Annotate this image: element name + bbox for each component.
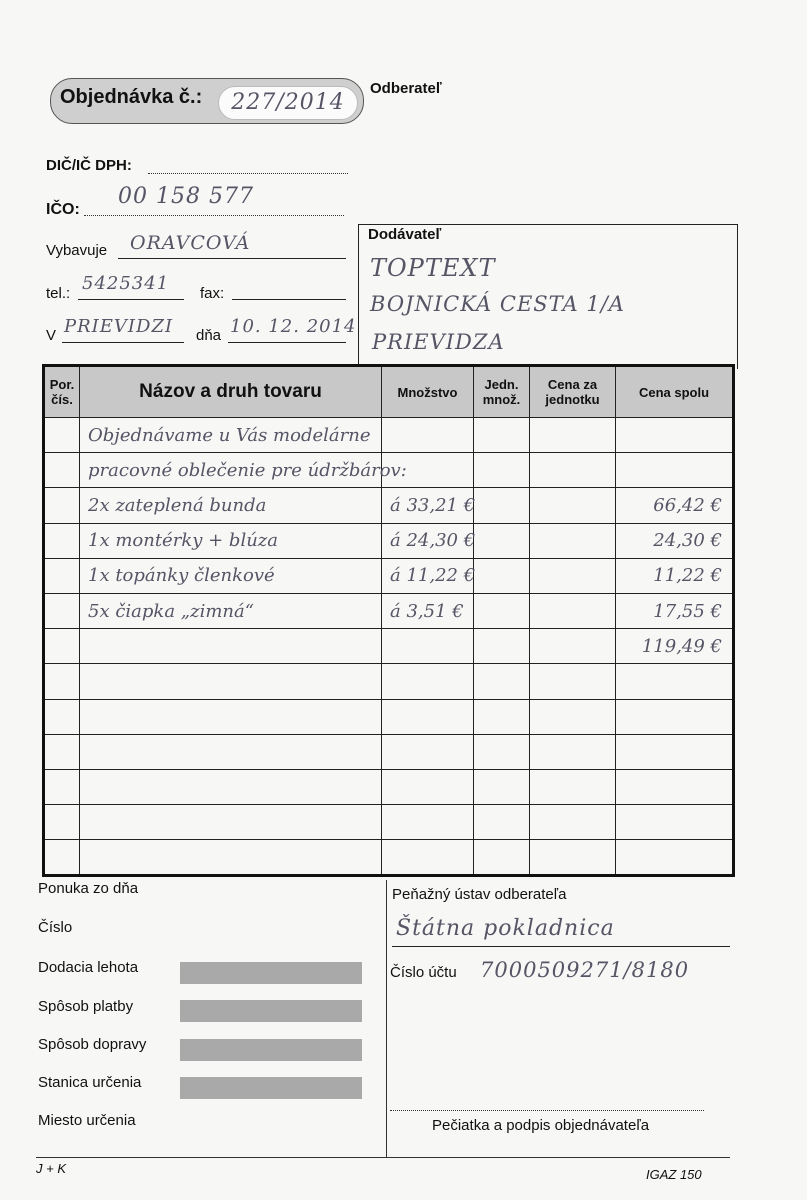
item-qty-cell[interactable] <box>382 699 474 734</box>
order-number-field[interactable]: 227/2014 <box>218 86 358 120</box>
bank-label: Peňažný ústav odberateľa <box>392 886 567 903</box>
col-header-unit: Jedn. množ. <box>474 366 530 418</box>
signature-line[interactable] <box>390 1096 704 1111</box>
col-header-unit-price: Cena za jednotku <box>530 366 616 418</box>
item-total-cell[interactable] <box>616 453 734 488</box>
supplier-city: PRIEVIDZA <box>372 330 505 354</box>
item-qty-cell[interactable]: á 11,22 € <box>382 558 474 593</box>
item-total-cell[interactable]: 119,49 € <box>616 629 734 664</box>
item-qty-cell[interactable] <box>382 840 474 876</box>
row-number-cell[interactable] <box>44 488 80 523</box>
date-label: dňa <box>196 327 222 344</box>
item-total-cell[interactable]: 11,22 € <box>616 558 734 593</box>
signature-label: Pečiatka a podpis objednávateľa <box>432 1117 650 1134</box>
item-unit-cell[interactable] <box>474 488 530 523</box>
bottom-divider <box>386 880 387 1158</box>
row-number-cell[interactable] <box>44 805 80 840</box>
table-row <box>44 840 734 876</box>
item-unit-price-cell[interactable] <box>530 453 616 488</box>
item-unit-price-cell[interactable] <box>530 558 616 593</box>
dic-field[interactable] <box>148 157 348 174</box>
table-row <box>44 769 734 804</box>
table-row <box>44 523 734 558</box>
item-total-cell[interactable]: 66,42 € <box>616 488 734 523</box>
item-unit-price-cell[interactable] <box>530 523 616 558</box>
item-name-cell[interactable] <box>80 629 382 664</box>
item-unit-cell[interactable] <box>474 769 530 804</box>
table-row <box>44 418 734 453</box>
col-header-qty: Množstvo <box>382 366 474 418</box>
row-number-cell[interactable] <box>44 453 80 488</box>
bank-value: Štátna pokladnica <box>396 916 615 941</box>
item-unit-cell[interactable] <box>474 453 530 488</box>
item-unit-price-cell[interactable] <box>530 488 616 523</box>
col-header-name: Názov a druh tovaru <box>80 366 382 418</box>
transport-method-label: Spôsob dopravy <box>38 1036 147 1053</box>
item-unit-cell[interactable] <box>474 558 530 593</box>
fax-field[interactable] <box>232 281 346 300</box>
tel-value: 5425341 <box>82 273 170 294</box>
item-name-cell[interactable] <box>80 769 382 804</box>
item-unit-price-cell[interactable] <box>530 664 616 699</box>
item-unit-cell[interactable] <box>474 734 530 769</box>
col-header-no: Por. čís. <box>44 366 80 418</box>
item-unit-price-cell[interactable] <box>530 699 616 734</box>
item-unit-price-cell[interactable] <box>530 593 616 628</box>
delivery-term-field[interactable] <box>180 962 362 984</box>
item-unit-cell[interactable] <box>474 840 530 876</box>
item-name-cell[interactable]: 2x zateplená bunda <box>80 488 382 523</box>
item-name-cell[interactable] <box>80 664 382 699</box>
item-qty-cell[interactable]: á 24,30 € <box>382 523 474 558</box>
supplier-heading: Dodávateľ <box>368 226 442 243</box>
table-row <box>44 734 734 769</box>
item-qty-cell[interactable] <box>382 769 474 804</box>
item-total-cell[interactable] <box>616 805 734 840</box>
handled-by-label: Vybavuje <box>46 242 108 259</box>
item-name-cell[interactable]: 5x čiapka „zimná“ <box>80 593 382 628</box>
tel-label: tel.: <box>46 285 71 302</box>
item-name-cell[interactable]: pracovné oblečenie pre údržbárov: <box>80 453 382 488</box>
item-total-cell[interactable]: 24,30 € <box>616 523 734 558</box>
fax-label: fax: <box>200 285 225 302</box>
supplier-address: BOJNICKÁ CESTA 1/A <box>370 292 625 316</box>
row-number-cell[interactable] <box>44 593 80 628</box>
destination-station-field[interactable] <box>180 1077 362 1099</box>
payment-method-field[interactable] <box>180 1000 362 1022</box>
table-row <box>44 629 734 664</box>
ico-label: IČO: <box>46 201 80 218</box>
item-total-cell[interactable] <box>616 418 734 453</box>
col-header-total: Cena spolu <box>616 366 734 418</box>
item-total-cell[interactable] <box>616 734 734 769</box>
table-row <box>44 593 734 628</box>
dic-label: DIČ/IČ DPH: <box>46 157 132 174</box>
row-number-cell[interactable] <box>44 558 80 593</box>
item-unit-price-cell[interactable] <box>530 840 616 876</box>
item-name-cell[interactable]: 1x topánky členkové <box>80 558 382 593</box>
item-unit-cell[interactable] <box>474 664 530 699</box>
row-number-cell[interactable] <box>44 418 80 453</box>
table-row <box>44 699 734 734</box>
row-number-cell[interactable] <box>44 699 80 734</box>
item-total-cell[interactable] <box>616 664 734 699</box>
table-row <box>44 805 734 840</box>
item-unit-cell[interactable] <box>474 523 530 558</box>
item-unit-cell[interactable] <box>474 593 530 628</box>
table-header-row <box>44 366 734 418</box>
order-label: Objednávka č.: <box>60 86 203 108</box>
row-number-cell[interactable] <box>44 769 80 804</box>
item-qty-cell[interactable] <box>382 418 474 453</box>
item-unit-price-cell[interactable] <box>530 418 616 453</box>
offer-number-label: Číslo <box>38 919 73 936</box>
row-number-cell[interactable] <box>44 664 80 699</box>
ico-value: 00 158 577 <box>118 184 254 209</box>
account-label: Číslo účtu <box>390 964 457 981</box>
item-qty-cell[interactable]: á 33,21 € <box>382 488 474 523</box>
row-number-cell[interactable] <box>44 523 80 558</box>
item-name-cell[interactable] <box>80 734 382 769</box>
table-row <box>44 664 734 699</box>
item-unit-cell[interactable] <box>474 805 530 840</box>
date-value: 10. 12. 2014 <box>230 316 357 337</box>
payment-method-label: Spôsob platby <box>38 998 134 1015</box>
row-number-cell[interactable] <box>44 734 80 769</box>
customer-heading: Odberateľ <box>370 80 442 97</box>
handled-by-value: ORAVCOVÁ <box>130 232 251 254</box>
item-name-cell[interactable] <box>80 699 382 734</box>
item-qty-cell[interactable] <box>382 734 474 769</box>
offer-date-label: Ponuka zo dňa <box>38 880 139 897</box>
account-value[interactable]: 7000509271/8180 <box>480 958 690 982</box>
items-table <box>42 364 735 877</box>
item-unit-price-cell[interactable] <box>530 629 616 664</box>
row-number-cell[interactable] <box>44 629 80 664</box>
item-unit-price-cell[interactable] <box>530 805 616 840</box>
item-unit-cell[interactable] <box>474 418 530 453</box>
item-qty-cell[interactable]: á 3,51 € <box>382 593 474 628</box>
item-unit-price-cell[interactable] <box>530 769 616 804</box>
item-name-cell[interactable]: Objednávame u Vás modelárne <box>80 418 382 453</box>
item-total-cell[interactable]: 17,55 € <box>616 593 734 628</box>
place-value: PRIEVIDZI <box>64 316 174 337</box>
place-label: V <box>46 327 57 344</box>
item-total-cell[interactable] <box>616 840 734 876</box>
footer-left: J + K <box>36 1161 66 1176</box>
item-name-cell[interactable] <box>80 805 382 840</box>
delivery-term-label: Dodacia lehota <box>38 959 139 976</box>
transport-method-field[interactable] <box>180 1039 362 1061</box>
item-qty-cell[interactable] <box>382 664 474 699</box>
destination-place-label: Miesto určenia <box>38 1112 136 1129</box>
bank-field[interactable] <box>392 930 730 947</box>
row-number-cell[interactable] <box>44 840 80 876</box>
item-name-cell[interactable] <box>80 840 382 876</box>
item-total-cell[interactable] <box>616 699 734 734</box>
item-unit-price-cell[interactable] <box>530 734 616 769</box>
footer-rule <box>36 1157 730 1158</box>
table-row <box>44 488 734 523</box>
item-unit-cell[interactable] <box>474 699 530 734</box>
item-qty-cell[interactable] <box>382 805 474 840</box>
item-name-cell[interactable]: 1x montérky + blúza <box>80 523 382 558</box>
supplier-name: TOPTEXT <box>370 254 496 282</box>
item-unit-cell[interactable] <box>474 629 530 664</box>
form-code: IGAZ 150 <box>646 1167 702 1182</box>
item-total-cell[interactable] <box>616 769 734 804</box>
item-qty-cell[interactable] <box>382 629 474 664</box>
table-row <box>44 558 734 593</box>
table-row <box>44 453 734 488</box>
destination-station-label: Stanica určenia <box>38 1074 142 1091</box>
